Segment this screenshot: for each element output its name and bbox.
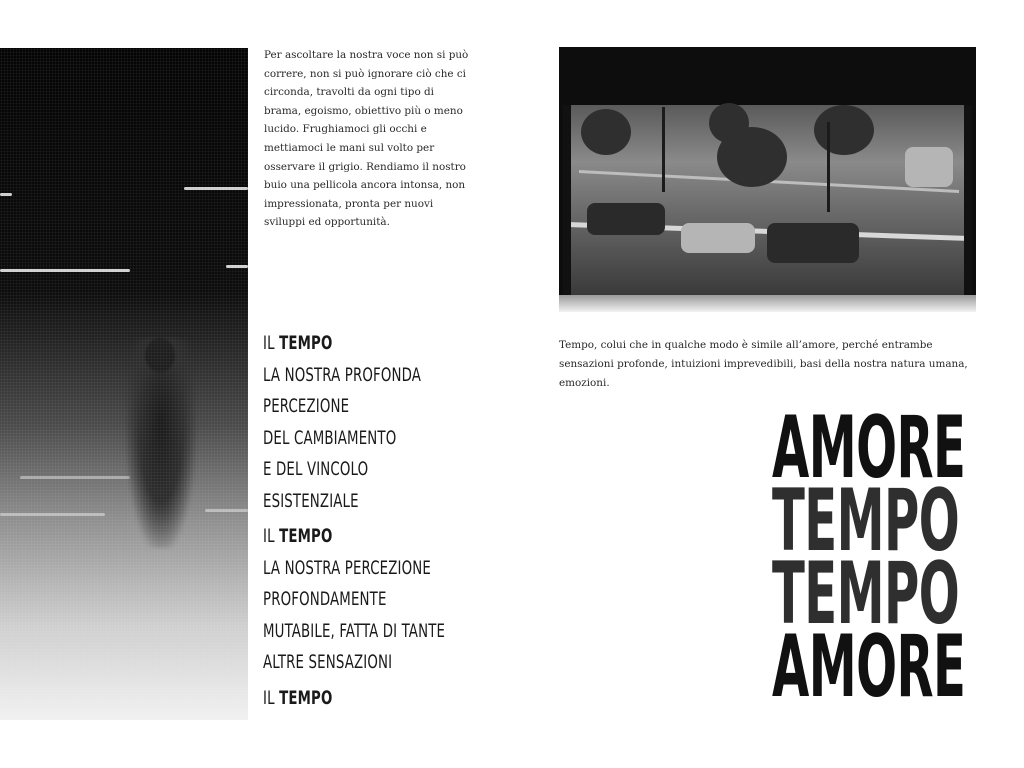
big-word: AMORE [772, 398, 966, 498]
big-words-stack [772, 398, 982, 717]
window-frame [964, 105, 972, 305]
big-word: AMORE [772, 617, 966, 717]
tree [814, 105, 874, 155]
parked-car [767, 223, 859, 263]
poem-line: PROFONDAMENTE [263, 588, 387, 610]
tempo-poem [263, 328, 513, 714]
parked-car [681, 223, 755, 253]
poem-line: E DEL VINCOLO [263, 458, 369, 480]
poem-line: MUTABILE, FATTA DI TANTE [263, 619, 446, 642]
poem-line: ALTRE SENSAZIONI [263, 651, 393, 673]
big-word: TEMPO [772, 471, 960, 571]
pole [827, 122, 830, 212]
tree [717, 127, 787, 187]
tempo-heading: IL TEMPO [263, 332, 333, 354]
parked-car [905, 147, 953, 187]
poem-line: LA NOSTRA PERCEZIONE [263, 556, 431, 579]
poem-line: LA NOSTRA PROFONDA [263, 363, 422, 386]
window-sill [559, 295, 976, 312]
intro-paragraph: Per ascoltare la nostra voce non si può correre, non si può ignorare ciò che ci circonda, travolti da ogni tipo di brama, egoismo, obiettivo più o meno lucido. Frughiamoci gli occhi e mettiamoci le mani sul volto per osservare il grigio. Rendiamo il nostro buio una pellicola ancora intonsa, non impressionata, pronta per nuovi sviluppi ed opportunità. [264, 49, 469, 229]
poem-line: PERCEZIONE [263, 395, 350, 417]
big-word: TEMPO [772, 544, 960, 644]
poem-line: DEL CAMBIAMENTO [263, 426, 397, 449]
pole [662, 107, 665, 192]
tree [581, 109, 631, 155]
street-photo [559, 47, 976, 312]
poem-line: ESISTENZIALE [263, 489, 359, 512]
tempo-heading: IL TEMPO [263, 525, 333, 547]
window-frame [563, 105, 571, 305]
left-photo [0, 48, 248, 720]
parked-car [587, 203, 665, 235]
tempo-heading: IL TEMPO [263, 686, 333, 709]
film-grain [0, 48, 248, 720]
photo-caption: Tempo, colui che in qualche modo è simile all’amore, perché entrambe sensazioni profonde, intuizioni imprevedibili, basi della nostra natura umana, emozioni. [559, 339, 968, 389]
